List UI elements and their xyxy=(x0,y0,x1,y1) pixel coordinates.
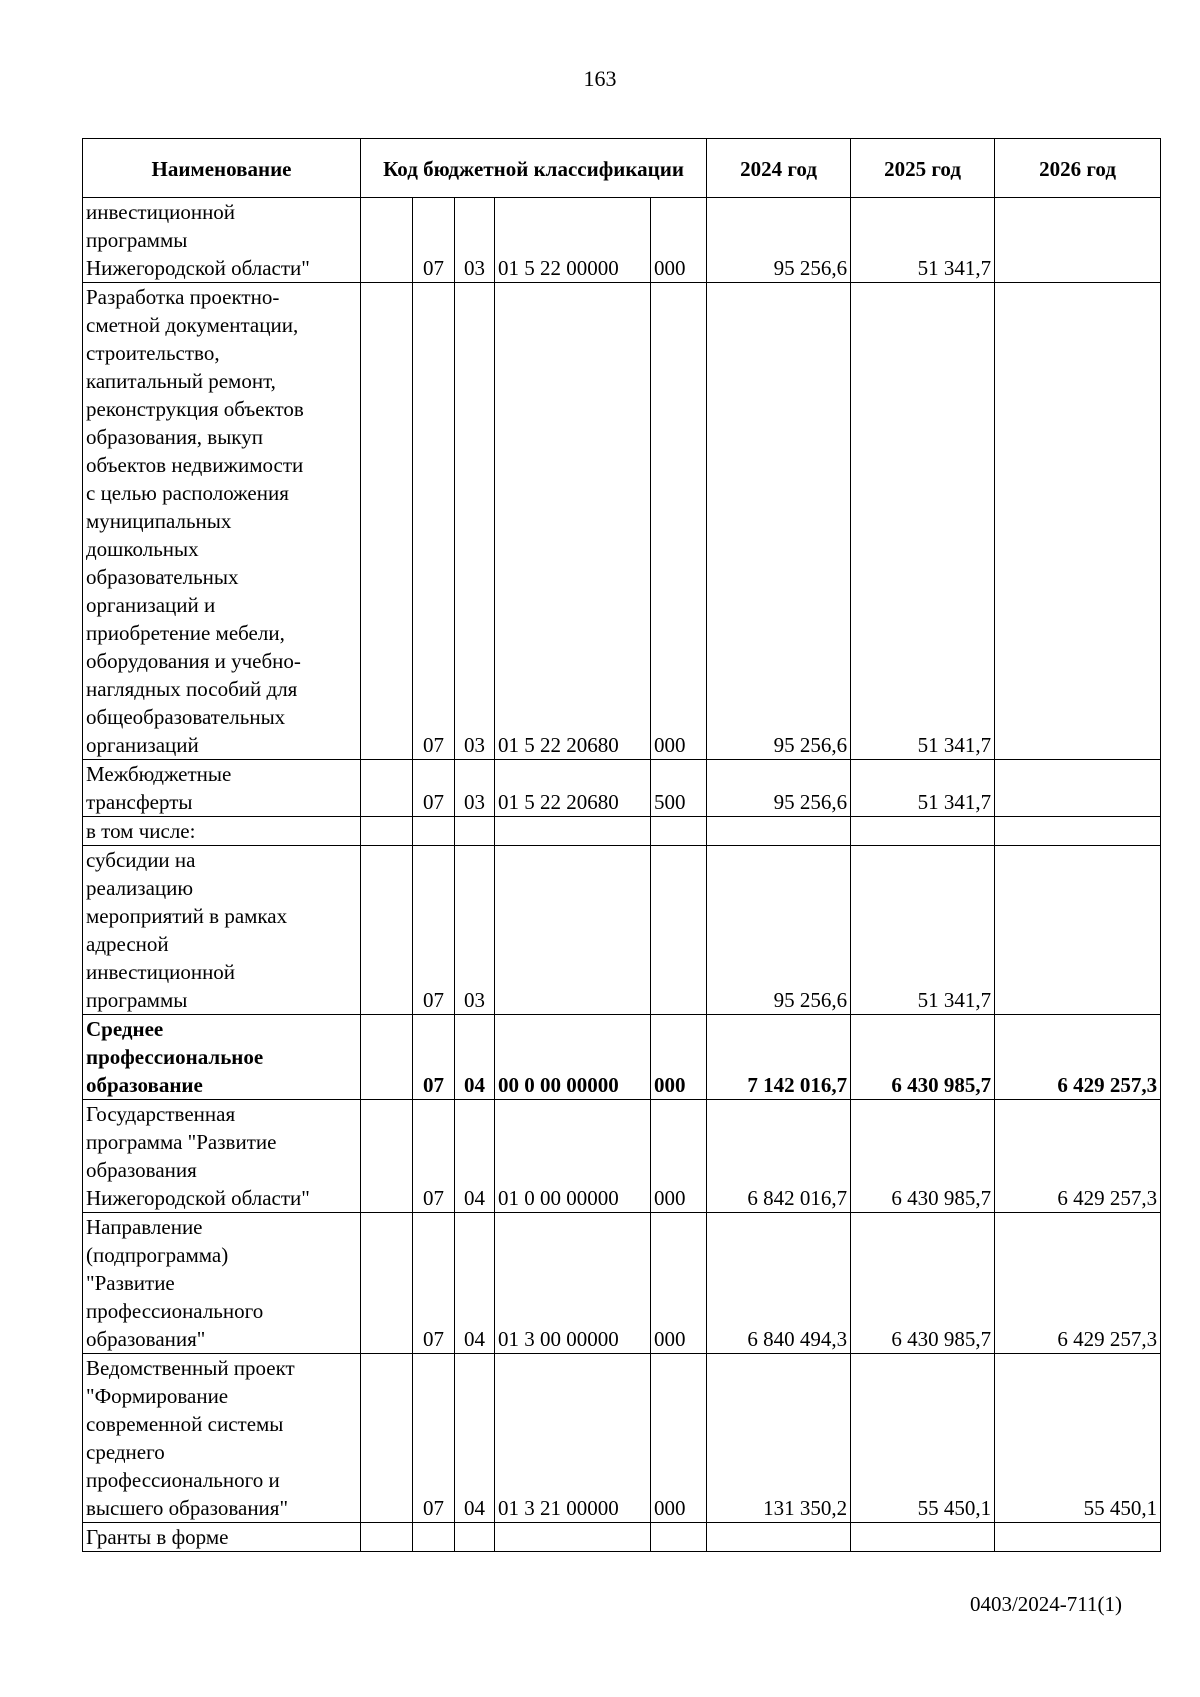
row-subsection-code: 03 xyxy=(455,198,495,283)
row-value-2024: 95 256,6 xyxy=(707,760,851,817)
row-value-2026: 6 429 257,3 xyxy=(995,1213,1161,1354)
row-name: Гранты в форме xyxy=(83,1523,361,1552)
row-target-article: 01 5 22 00000 xyxy=(495,198,651,283)
row-section-code xyxy=(413,1523,455,1552)
row-name: Государственная программа "Развитие образования Нижегородской области" xyxy=(83,1100,361,1213)
row-value-2026 xyxy=(995,846,1161,1015)
row-value-2025: 51 341,7 xyxy=(851,760,995,817)
row-target-article: 01 5 22 20680 xyxy=(495,283,651,760)
row-value-2026 xyxy=(995,1523,1161,1552)
row-expense-type xyxy=(651,846,707,1015)
row-value-2025: 51 341,7 xyxy=(851,198,995,283)
row-name: Направление (подпрограмма) "Развитие профессионального образования" xyxy=(83,1213,361,1354)
row-value-2025: 51 341,7 xyxy=(851,283,995,760)
row-value-2024 xyxy=(707,1523,851,1552)
row-value-2026 xyxy=(995,760,1161,817)
row-section-code: 07 xyxy=(413,198,455,283)
row-expense-type: 000 xyxy=(651,283,707,760)
row-section-code: 07 xyxy=(413,1213,455,1354)
row-blank-cell xyxy=(361,846,413,1015)
row-target-article: 01 0 00 00000 xyxy=(495,1100,651,1213)
table-row xyxy=(83,760,1161,817)
row-target-article: 00 0 00 00000 xyxy=(495,1015,651,1100)
row-name: Ведомственный проект "Формирование современной системы среднего профессионального и высшего образования" xyxy=(83,1354,361,1523)
header-2026: 2026 год xyxy=(995,139,1161,198)
row-subsection-code xyxy=(455,1523,495,1552)
row-target-article xyxy=(495,846,651,1015)
header-code: Код бюджетной классификации xyxy=(361,139,707,198)
document-number: 0403/2024-711(1) xyxy=(969,1592,1122,1616)
row-name: субсидии на реализацию мероприятий в рамках адресной инвестиционной программы xyxy=(83,846,361,1015)
header-2024: 2024 год xyxy=(707,139,851,198)
row-name: Разработка проектно- сметной документации, строительство, капитальный ремонт, реконструкция объектов образования, выкуп объектов недвижимости с целью расположения муниципальных дошкольных образовательных организаций и приобретение мебели, оборудования и учебно- наглядных пособий для общеобразовательных организаций xyxy=(83,283,361,760)
row-section-code: 07 xyxy=(413,283,455,760)
row-value-2024: 95 256,6 xyxy=(707,198,851,283)
row-subsection-code: 04 xyxy=(455,1213,495,1354)
row-value-2025 xyxy=(851,817,995,846)
row-value-2024: 6 840 494,3 xyxy=(707,1213,851,1354)
table-row xyxy=(83,1100,1161,1213)
row-expense-type: 000 xyxy=(651,1213,707,1354)
row-value-2024 xyxy=(707,817,851,846)
table-row xyxy=(83,817,1161,846)
row-target-article: 01 3 21 00000 xyxy=(495,1354,651,1523)
row-subsection-code: 03 xyxy=(455,283,495,760)
row-section-code: 07 xyxy=(413,1354,455,1523)
row-value-2024: 6 842 016,7 xyxy=(707,1100,851,1213)
row-value-2026 xyxy=(995,283,1161,760)
row-value-2025: 51 341,7 xyxy=(851,846,995,1015)
row-expense-type: 000 xyxy=(651,1015,707,1100)
row-section-code: 07 xyxy=(413,760,455,817)
row-value-2025: 6 430 985,7 xyxy=(851,1015,995,1100)
row-blank-cell xyxy=(361,1354,413,1523)
row-expense-type: 000 xyxy=(651,1354,707,1523)
row-subsection-code: 04 xyxy=(455,1015,495,1100)
table-row xyxy=(83,1015,1161,1100)
row-value-2025: 55 450,1 xyxy=(851,1354,995,1523)
row-blank-cell xyxy=(361,1015,413,1100)
table-row xyxy=(83,198,1161,283)
table-row xyxy=(83,283,1161,760)
table-header xyxy=(83,139,1161,198)
row-value-2026: 55 450,1 xyxy=(995,1354,1161,1523)
row-value-2026: 6 429 257,3 xyxy=(995,1100,1161,1213)
row-name: Межбюджетные трансферты xyxy=(83,760,361,817)
row-blank-cell xyxy=(361,198,413,283)
row-blank-cell xyxy=(361,817,413,846)
row-expense-type xyxy=(651,817,707,846)
row-subsection-code: 04 xyxy=(455,1100,495,1213)
row-value-2025 xyxy=(851,1523,995,1552)
row-target-article: 01 5 22 20680 xyxy=(495,760,651,817)
row-expense-type: 000 xyxy=(651,1100,707,1213)
row-value-2026: 6 429 257,3 xyxy=(995,1015,1161,1100)
row-target-article: 01 3 00 00000 xyxy=(495,1213,651,1354)
row-value-2025: 6 430 985,7 xyxy=(851,1100,995,1213)
row-name: Среднее профессиональное образование xyxy=(83,1015,361,1100)
page-number: 163 xyxy=(583,66,617,91)
row-blank-cell xyxy=(361,283,413,760)
table-row xyxy=(83,846,1161,1015)
header-2025: 2025 год xyxy=(851,139,995,198)
row-subsection-code: 04 xyxy=(455,1354,495,1523)
row-section-code: 07 xyxy=(413,1100,455,1213)
row-expense-type: 000 xyxy=(651,198,707,283)
row-value-2024: 95 256,6 xyxy=(707,846,851,1015)
row-target-article xyxy=(495,817,651,846)
row-blank-cell xyxy=(361,1523,413,1552)
row-value-2024: 7 142 016,7 xyxy=(707,1015,851,1100)
row-value-2025: 6 430 985,7 xyxy=(851,1213,995,1354)
row-subsection-code: 03 xyxy=(455,846,495,1015)
row-subsection-code: 03 xyxy=(455,760,495,817)
table-row xyxy=(83,1354,1161,1523)
row-expense-type: 500 xyxy=(651,760,707,817)
table-row xyxy=(83,1523,1161,1552)
row-subsection-code xyxy=(455,817,495,846)
header-name: Наименование xyxy=(83,139,361,198)
row-blank-cell xyxy=(361,760,413,817)
budget-table xyxy=(82,138,1161,1552)
row-section-code: 07 xyxy=(413,846,455,1015)
row-blank-cell xyxy=(361,1100,413,1213)
row-name: инвестиционной программы Нижегородской области" xyxy=(83,198,361,283)
row-value-2026 xyxy=(995,817,1161,846)
row-section-code xyxy=(413,817,455,846)
row-section-code: 07 xyxy=(413,1015,455,1100)
row-expense-type xyxy=(651,1523,707,1552)
row-value-2024: 131 350,2 xyxy=(707,1354,851,1523)
table-row xyxy=(83,1213,1161,1354)
row-target-article xyxy=(495,1523,651,1552)
row-value-2024: 95 256,6 xyxy=(707,283,851,760)
row-name: в том числе: xyxy=(83,817,361,846)
row-value-2026 xyxy=(995,198,1161,283)
row-blank-cell xyxy=(361,1213,413,1354)
